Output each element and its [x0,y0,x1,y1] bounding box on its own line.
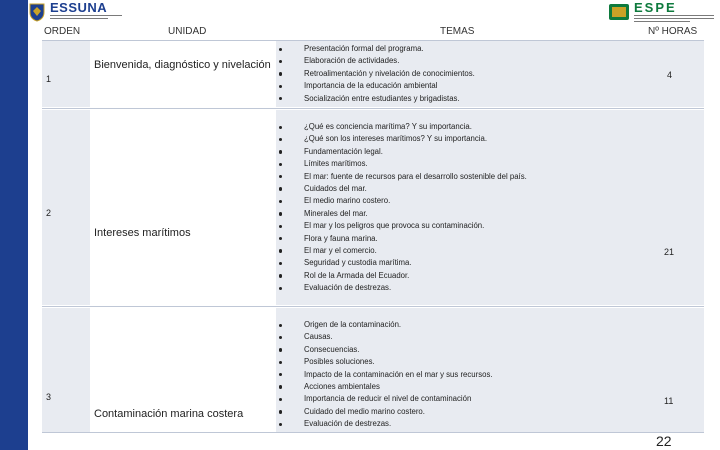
crest-icon [28,2,46,22]
row-bg [42,308,90,432]
divider [42,432,704,433]
topics-list [276,43,656,105]
hours-value: 11 [664,396,674,406]
essuna-logo-text: ESSUNA [50,0,108,15]
row-number: 1 [46,74,52,84]
unit-title: Bienvenida, diagnóstico y nivelación [94,59,271,71]
essuna-tagline [50,15,122,23]
list-item: Retroalimentación y nivelación de conocimientos. [276,68,656,80]
list-item: Evaluación de destrezas. [276,282,656,294]
unit-title: Intereses marítimos [94,227,191,239]
list-item: El medio marino costero. [276,195,656,207]
list-item: ¿Qué son los intereses marítimos? Y su importancia. [276,133,656,145]
seal-icon [608,2,630,22]
column-header-horas: Nº HORAS [648,26,698,37]
hours-value: 4 [667,70,673,80]
list-item: Posibles soluciones. [276,356,656,368]
divider [42,306,704,307]
list-item: El mar: fuente de recursos para el desarrollo sostenible del país. [276,171,656,183]
divider [42,108,704,109]
list-item: Causas. [276,331,656,343]
list-item: Presentación formal del programa. [276,43,656,55]
list-item: Cuidados del mar. [276,183,656,195]
column-header-unidad: UNIDAD [168,26,207,37]
list-item: ¿Qué es conciencia marítima? Y su importancia. [276,121,656,133]
column-header-orden: ORDEN [44,26,81,37]
list-item: Impacto de la contaminación en el mar y sus recursos. [276,369,656,381]
espe-tagline [634,15,714,24]
list-item: Límites marítimos. [276,158,656,170]
list-item: Fundamentación legal. [276,146,656,158]
row-number: 2 [46,208,52,218]
espe-logo-text: ESPE [634,0,677,15]
list-item: Rol de la Armada del Ecuador. [276,270,656,282]
list-item: Evaluación de destrezas. [276,418,656,430]
list-item: Elaboración de actividades. [276,55,656,67]
row-number: 3 [46,392,52,402]
side-accent-bar [0,0,28,450]
hours-value: 21 [664,247,675,257]
column-header-temas: TEMAS [440,26,475,37]
list-item: Cuidado del medio marino costero. [276,406,656,418]
list-item: El mar y los peligros que provoca su contaminación. [276,220,656,232]
list-item: Origen de la contaminación. [276,319,656,331]
list-item: Importancia de la educación ambiental [276,80,656,92]
list-item: El mar y el comercio. [276,245,656,257]
page-number: 22 [656,433,672,449]
espe-logo [608,2,716,26]
list-item: Consecuencias. [276,344,656,356]
list-item: Minerales del mar. [276,208,656,220]
topics-list [276,121,656,294]
list-item: Importancia de reducir el nivel de contaminación [276,393,656,405]
list-item: Seguridad y custodia marítima. [276,257,656,269]
list-item: Flora y fauna marina. [276,233,656,245]
unit-title: Contaminación marina costera [94,408,244,420]
list-item: Socialización entre estudiantes y brigadistas. [276,93,656,105]
list-item: Acciones ambientales [276,381,656,393]
topics-list [276,319,656,431]
essuna-logo [28,0,128,26]
